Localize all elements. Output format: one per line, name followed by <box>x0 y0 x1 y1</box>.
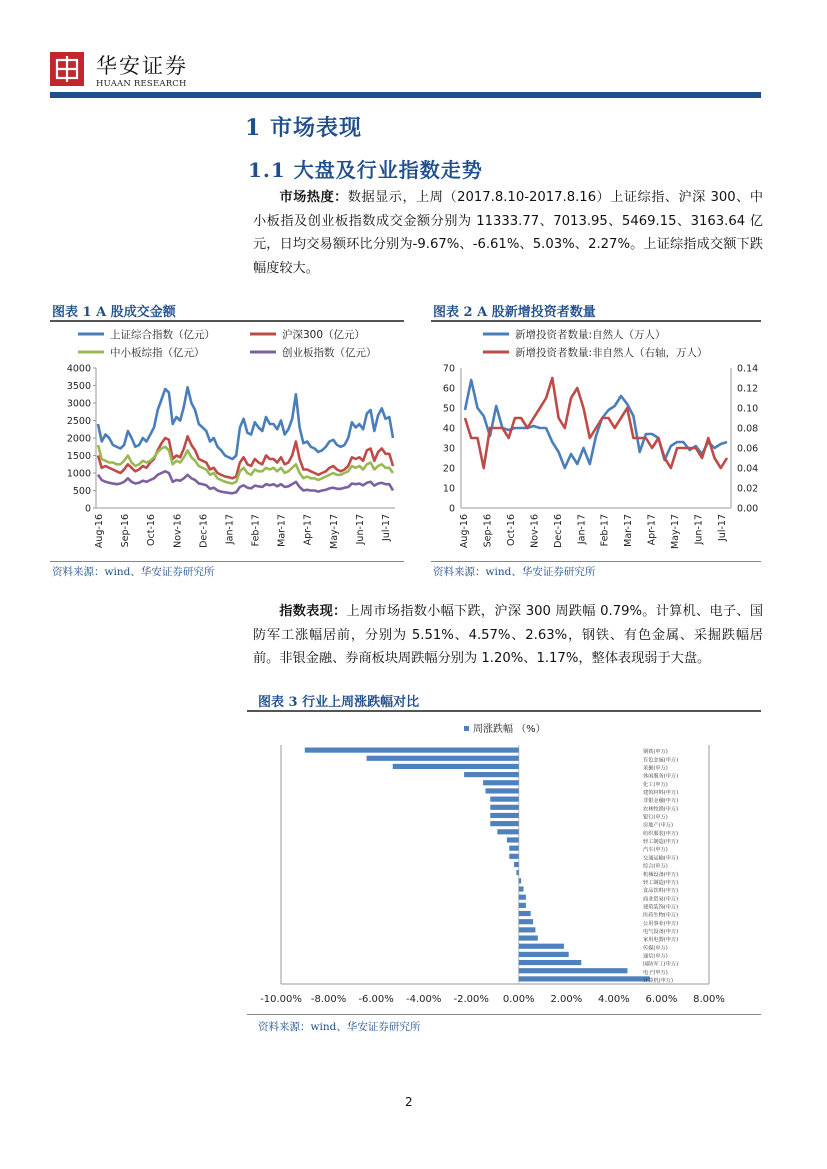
c3-bar <box>519 886 524 891</box>
c3-legend-label: 周涨跌幅 （%） <box>473 724 546 735</box>
figure2-bottom-rule <box>431 561 761 562</box>
c3-bar <box>519 935 538 940</box>
figure2-chart <box>431 322 771 560</box>
c2-y-right-tick-label: 0.08 <box>737 423 759 435</box>
page-number: 2 <box>405 1095 413 1109</box>
logo-text-en: HUAAN RESEARCH <box>96 79 187 89</box>
c2-y-left-tick-label: 40 <box>442 423 455 435</box>
c3-bar <box>519 903 526 908</box>
c3-bar <box>509 854 519 859</box>
c3-bar <box>305 748 519 753</box>
c2-y-right-tick-label: 0.14 <box>737 363 759 375</box>
c3-bar <box>519 911 531 916</box>
figure1-source: 资料来源：wind、华安证券研究所 <box>52 566 215 578</box>
c1-y-tick-label: 0 <box>84 503 91 515</box>
c3-bar <box>490 797 519 802</box>
c1-x-tick-label: Sep-16 <box>120 514 132 548</box>
subsection-heading: 1.1 大盘及行业指数走势 <box>248 158 483 182</box>
c3-category-label: 综合(申万) <box>643 863 668 870</box>
c3-category-label: 建筑材料(申万) <box>643 790 679 797</box>
figure1-bottom-rule <box>50 561 404 562</box>
c3-bar <box>497 829 518 834</box>
c3-bar <box>519 878 521 883</box>
c3-bar <box>519 976 650 981</box>
c2-x-tick-label: Jul-17 <box>717 514 728 541</box>
c2-legend-1-label: 新增投资者数量:非自然人（右轴，万人） <box>515 347 708 359</box>
c3-x-tick-label: 4.00% <box>597 994 630 1005</box>
c3-category-label: 食品饮料(申万) <box>643 888 679 895</box>
c3-bar <box>514 862 519 867</box>
c3-category-label: 家用电器(申万) <box>643 937 679 944</box>
paragraph-text: 上周市场指数小幅下跌，沪深 300 周跌幅 0.79%。计算机、电子、国防军工涨幅居前，分别为 5.51%、4.57%、2.63%，钢铁、有色金属、采掘跌幅居前。非银金融、券商板块周跌幅分别为 1.20%、1.17%，整体表现弱于大盘。 <box>253 604 764 666</box>
c3-bar <box>485 788 518 793</box>
c2-x-tick-label: Nov-16 <box>529 514 541 548</box>
c3-bar <box>393 764 519 769</box>
c3-category-label: 纺织服装(申万) <box>643 830 679 837</box>
c3-category-label: 计算机(申万) <box>643 978 673 984</box>
c3-bar <box>519 952 569 957</box>
c1-x-tick-label: May-17 <box>328 514 340 549</box>
c1-x-tick-label: Feb-17 <box>250 514 262 547</box>
index-performance-paragraph <box>253 600 763 671</box>
c3-bar <box>483 780 519 785</box>
c1-series-0-line <box>98 387 393 459</box>
c2-y-left-tick-label: 70 <box>442 363 455 375</box>
c2-y-left-tick-label: 20 <box>442 463 455 475</box>
c3-category-label: 非银金融(申万) <box>643 798 679 805</box>
section-heading: 1 市场表现 <box>245 115 362 141</box>
c1-y-tick-label: 3000 <box>66 398 91 410</box>
c3-category-label: 交通运输(申万) <box>643 855 679 862</box>
c2-series-1-line <box>465 378 727 468</box>
c3-category-label: 医药生物(申万) <box>643 912 679 919</box>
c1-y-tick-label: 2000 <box>66 433 91 445</box>
c2-y-right-tick-label: 0.06 <box>737 443 759 455</box>
c3-category-label: 轻工制造(申万) <box>643 879 679 886</box>
c2-x-tick-label: Apr-17 <box>646 514 658 546</box>
c3-x-tick-label: 8.00% <box>693 994 725 1005</box>
c3-bar <box>519 960 582 965</box>
c3-category-label: 房地产(申万) <box>643 822 673 829</box>
c3-bar <box>519 919 533 924</box>
c1-x-tick-label: Jan-17 <box>224 514 236 545</box>
c1-x-tick-label: Dec-16 <box>198 514 210 548</box>
c3-x-tick-label: 6.00% <box>645 994 678 1005</box>
c3-bar <box>519 927 536 932</box>
c1-y-tick-label: 1000 <box>66 468 91 480</box>
figure3-bottom-rule <box>247 1014 761 1015</box>
c2-x-tick-label: Sep-16 <box>482 514 494 548</box>
figure3-title: 图表 3 行业上周涨跌幅对比 <box>258 695 420 710</box>
c3-x-tick-label: 0.00% <box>502 994 535 1005</box>
c2-series-0-line <box>465 380 727 468</box>
c3-bar <box>464 772 519 777</box>
header-rule <box>50 92 761 98</box>
figure2-source: 资料来源：wind、华安证券研究所 <box>433 566 596 578</box>
c3-x-tick-label: -8.00% <box>310 994 347 1005</box>
c3-category-label: 化工(申万) <box>643 781 668 788</box>
c2-y-left-tick-label: 30 <box>442 443 455 455</box>
c1-legend-1-label: 沪深300（亿元） <box>282 329 366 341</box>
c2-x-tick-label: Aug-16 <box>459 514 470 549</box>
c2-y-left-tick-label: 0 <box>448 503 455 515</box>
c1-y-tick-label: 2500 <box>66 416 91 427</box>
c1-x-tick-label: Apr-17 <box>302 514 314 546</box>
c1-x-tick-label: Aug-16 <box>94 514 105 549</box>
c1-y-tick-label: 3500 <box>66 381 91 392</box>
c1-x-tick-label: Mar-17 <box>276 514 288 547</box>
paragraph-lead: 指数表现： <box>279 604 347 619</box>
c1-x-tick-label: Nov-16 <box>172 514 184 548</box>
c2-x-tick-label: Oct-16 <box>505 514 517 546</box>
c3-category-label: 汽车(申万) <box>643 847 668 854</box>
company-logo <box>50 52 84 86</box>
c1-legend-2-label: 中小板综指（亿元） <box>110 347 205 359</box>
c3-bar <box>519 895 526 900</box>
figure2-title: 图表 2 A 股新增投资者数量 <box>433 305 596 320</box>
c3-category-label: 采掘(申万) <box>643 765 668 772</box>
c2-y-left-tick-label: 50 <box>442 403 455 415</box>
c2-y-right-tick-label: 0.04 <box>737 463 759 475</box>
figure1-chart <box>50 322 410 560</box>
c1-y-tick-label: 500 <box>72 486 91 497</box>
c3-x-tick-label: -2.00% <box>453 994 489 1005</box>
c2-y-left-tick-label: 60 <box>442 383 455 395</box>
c3-bar <box>490 813 519 818</box>
c3-category-label: 传媒(申万) <box>643 945 668 952</box>
c3-category-label: 电子(申万) <box>643 969 668 976</box>
c2-x-tick-label: May-17 <box>670 514 682 549</box>
c3-category-label: 银行(申万) <box>643 814 668 821</box>
c3-category-label: 电气设备(申万) <box>643 928 679 935</box>
market-heat-paragraph <box>253 186 763 280</box>
c3-category-label: 公用事业(申万) <box>643 920 679 927</box>
figure3-source: 资料来源：wind、华安证券研究所 <box>258 1021 421 1033</box>
c3-category-label: 机械设备(申万) <box>643 871 679 878</box>
c2-y-right-tick-label: 0.00 <box>737 503 759 515</box>
c2-x-tick-label: Dec-16 <box>552 514 564 548</box>
c1-legend-0-label: 上证综合指数（亿元） <box>110 329 215 341</box>
c3-bar <box>367 756 519 761</box>
c1-x-tick-label: Jul-17 <box>381 514 392 541</box>
c2-y-left-tick-label: 10 <box>442 483 455 495</box>
c3-bar <box>490 805 519 810</box>
paragraph-text: 数据显示，上周（2017.8.10-2017.8.16）上证综指、沪深 300、中小板指及创业板指数成交金额分别为 11333.77、7013.95、5469.15、3163.64 亿元，日均交易额环比分别为-9.67%、-6.61%、5.03%、2.27%。上证综指成交额下跌幅度较大。 <box>253 190 764 276</box>
c2-legend-0-label: 新增投资者数量:自然人（万人） <box>515 329 666 341</box>
c3-x-tick-label: -10.00% <box>260 994 302 1005</box>
c3-category-label: 农林牧渔(申万) <box>643 806 679 813</box>
c3-category-label: 建筑装饰(申万) <box>643 904 679 911</box>
c1-x-tick-label: Jun-17 <box>354 514 366 545</box>
c1-series-3-line <box>98 471 393 493</box>
c2-x-tick-label: Feb-17 <box>599 514 611 547</box>
c2-y-right-tick-label: 0.12 <box>737 383 759 395</box>
c2-x-tick-label: Jan-17 <box>576 514 588 545</box>
c2-y-right-tick-label: 0.10 <box>737 403 759 415</box>
paragraph-lead: 市场热度： <box>279 190 348 205</box>
c3-legend-swatch <box>464 726 469 731</box>
c3-category-label: 休闲服务(申万) <box>643 773 679 780</box>
c1-y-tick-label: 4000 <box>66 363 91 375</box>
c3-category-label: 国防军工(申万) <box>643 961 679 968</box>
c3-bar <box>507 837 519 842</box>
logo-text-cn: 华安证券 <box>96 54 188 78</box>
c3-category-label: 钢铁(申万) <box>643 749 668 756</box>
c3-category-label: 轻工制造(申万) <box>643 839 679 846</box>
c2-x-tick-label: Jun-17 <box>693 514 705 545</box>
c3-x-tick-label: -6.00% <box>358 994 394 1005</box>
c2-x-tick-label: Mar-17 <box>623 514 635 547</box>
c3-category-label: 通信(申万) <box>643 953 668 960</box>
c3-category-label: 有色金属(申万) <box>643 757 679 764</box>
c3-x-tick-label: -4.00% <box>405 994 442 1005</box>
c2-y-right-tick-label: 0.02 <box>737 483 759 495</box>
c3-bar <box>490 821 519 826</box>
c3-bar <box>516 870 518 875</box>
figure3-chart <box>247 712 761 1012</box>
c3-bar <box>509 846 519 851</box>
c1-legend-3-label: 创业板指数（亿元） <box>282 347 377 359</box>
c3-bar <box>519 968 628 973</box>
c3-category-label: 商业贸易(申万) <box>643 896 679 903</box>
c1-y-tick-label: 1500 <box>66 451 91 462</box>
c3-x-tick-label: 2.00% <box>550 994 583 1005</box>
c1-x-tick-label: Oct-16 <box>146 514 158 546</box>
c3-bar <box>519 944 564 949</box>
figure1-title: 图表 1 A 股成交金额 <box>52 305 176 320</box>
